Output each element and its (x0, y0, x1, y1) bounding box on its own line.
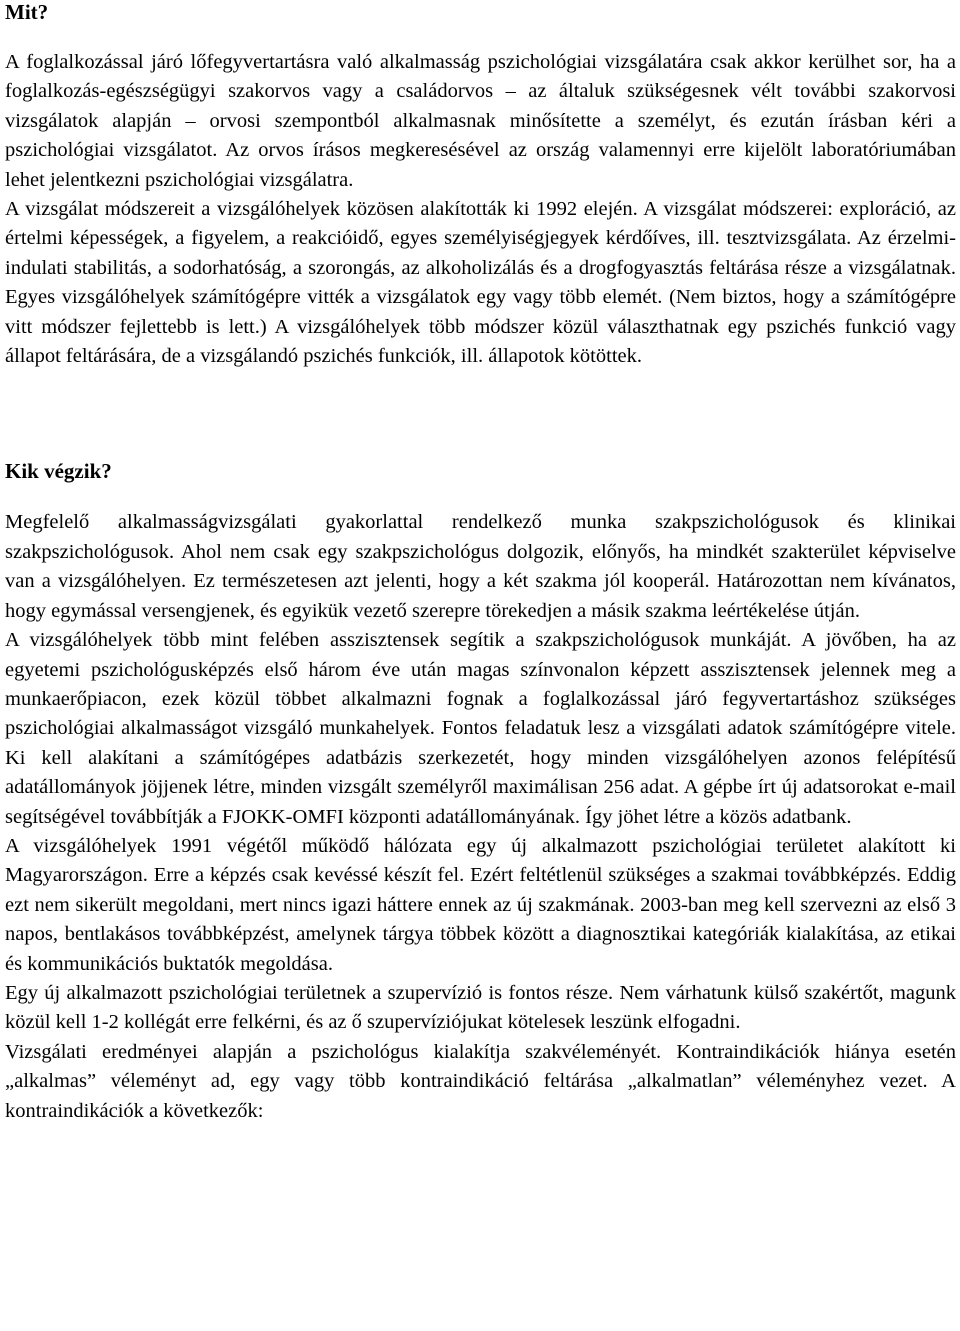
section-spacer (5, 371, 956, 457)
paragraph-kik-1: Megfelelő alkalmasságvizsgálati gyakorlattal rendelkező munka szakpszichológusok és klinikai szakpszichológusok. Ahol nem csak egy szakpszichológus dolgozik, előnyős, ha mindkét szakterület képviselve van a vizsgálóhelyen. Ez természetesen azt jelenti, hogy a két szakma jól kooperál. Határozottan nem kívánatos, hogy egymással versengjenek, és egyikük vezető szerepre törekedjen a másik szakma leértékelése útján. (5, 511, 956, 622)
paragraph-mit-1: A foglalkozással járó lőfegyvertartásra való alkalmasság pszichológiai vizsgálatára csak akkor kerülhet sor, ha a foglalkozás-egészségügyi szakorvos vagy a családorvos – az általuk szükségesnek vélt további szakorvosi vizsgálatok alapján – orvosi szempontból alkalmasnak minősítette a személyt, és ezután írásban kéri a pszichológiai vizsgálatot. Az orvos írásos megkeresésével az ország valamennyi erre kijelölt laboratóriumában lehet jelentkezni pszichológiai vizsgálatra. (5, 51, 956, 191)
paragraph-mit-2: A vizsgálat módszereit a vizsgálóhelyek közösen alakították ki 1992 elején. A vizsgálat módszerei: exploráció, az értelmi képességek, a figyelem, a reakcióidő, egyes személyiségjegyek kérdőíves, ill. tesztvizsgálata. Az érzelmi-indulati stabilitás, a sodorhatóság, a szorongás, az alkoholizálás és a drogfogyasztás feltárása része a vizsgálatnak. Egyes vizsgálóhelyek számítógépre vitték a vizsgálatok egy vagy több elemét. (Nem biztos, hogy a számítógépre vitt módszer fejlettebb is lett.) A vizsgálóhelyek több módszer közül választhatnak egy pszichés funkció vagy állapot feltárására, de a vizsgálandó pszichés funkciók, ill. állapotok kötöttek. (5, 198, 956, 368)
section-heading-mit: Mit? (5, 0, 49, 24)
paragraph-kik-2: A vizsgálóhelyek több mint felében asszisztensek segítik a szakpszichológusok munkáját. A jövőben, ha az egyetemi pszichológusképzés első három éve után magas színvonalon képzett asszisztensek jelennek meg a munkaerőpiacon, ezek közül többet alkalmazni fognak a foglalkozással járó fegyvertartáshoz szükséges pszichológiai alkalmasságot vizsgáló munkahelyek. Fontos feladatuk lesz a vizsgálati adatok számítógépre vitele. Ki kell alakítani a számítógépes adatbázis szerkezetét, hogy minden vizsgálóhelyen azonos felépítésű adatállományok jöjjenek létre, minden vizsgált személyről maximálisan 256 adat. A gépbe írt új adatsorokat e-mail segítségével továbbítják a FJOKK-OMFI központi adatállományának. Így jöhet létre a közös adatbank. (5, 629, 956, 828)
document-page (5, 0, 956, 1126)
section-heading-kik-vegzik: Kik végzik? (5, 459, 112, 484)
paragraph-kik-4: Egy új alkalmazott pszichológiai területnek a szupervízió is fontos része. Nem várhatunk külső szakértőt, magunk közül kell 1-2 kollégát erre felkérni, és az ő szupervíziójukat kötelesek leszünk elfogadni. (5, 981, 956, 1034)
paragraph-kik-3: A vizsgálóhelyek 1991 végétől működő hálózata egy új alkalmazott pszichológiai területet alakított ki Magyarországon. Erre a képzés csak kevéssé készít fel. Ezért feltétlenül szükséges a szakmai továbbképzés. Eddig ezt nem sikerült megoldani, mert nincs igazi háttere ennek az új szakmának. 2003-ban meg kell szervezni az első 3 napos, bentlakásos továbbképzést, amelynek tárgya többek között a diagnosztikai kategóriák kialakítása, az etikai és kommunikációs buktatók megoldása. (5, 834, 956, 975)
paragraph-kik-5: Vizsgálati eredményei alapján a pszichológus kialakítja szakvéleményét. Kontraindikációk hiánya esetén „alkalmas” véleményt ad, egy vagy több kontraindikáció feltárása „alkalmatlan” véleményhez vezet. A kontraindikációk a következők: (5, 1040, 956, 1122)
